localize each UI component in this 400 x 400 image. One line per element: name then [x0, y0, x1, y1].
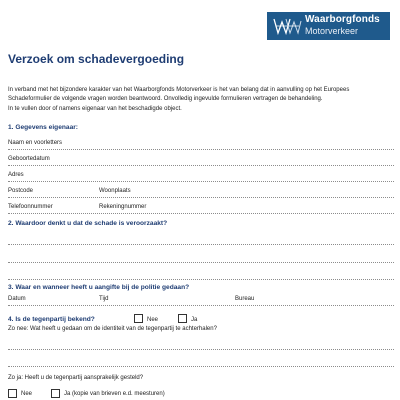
liable-no-label: Nee [21, 391, 33, 397]
party-known-no-label: Nee [147, 317, 159, 323]
party-known-yes-label: Ja [191, 317, 198, 323]
date-label: Datum [8, 296, 26, 302]
logo-name: Waarborgfonds [305, 14, 380, 25]
liable-yes-checkbox[interactable] [51, 389, 60, 398]
page-title: Verzoek om schadevergoeding [8, 52, 185, 66]
police-report-field[interactable] [8, 294, 394, 306]
time-label: Tijd [99, 296, 109, 302]
birthdate-label: Geboortedatum [8, 156, 50, 162]
identity-answer-line[interactable] [8, 349, 394, 350]
logo-subname: Motorverkeer [305, 26, 359, 36]
intro-line: In verband met het bijzondere karakter van het Waarborgfonds Motorverkeer is het van belang dat in aanvulling op het Europees [8, 87, 350, 93]
intro-line: Schadeformulier de volgende vragen worden beantwoord. Onvolledig ingevulde formulieren vertragen de behandeling. [8, 96, 323, 103]
identity-answer-line[interactable] [8, 366, 394, 367]
postcode-label: Postcode [8, 188, 34, 194]
address-label: Adres [8, 172, 24, 178]
liable-no-checkbox[interactable] [8, 389, 17, 398]
section-4-heading: 4. Is de tegenpartij bekend? [8, 316, 95, 323]
logo [267, 12, 390, 40]
intro-text [8, 86, 394, 114]
section-2-heading: 2. Waardoor denkt u dat de schade is veroorzaakt? [8, 220, 168, 227]
name-label: Naam en voorletters [8, 140, 63, 146]
party-known-no-checkbox[interactable] [134, 314, 143, 323]
liable-yes-label: Ja (kopie van brieven e.d. meesturen) [64, 391, 165, 397]
if-yes-question: Zo ja: Heeft u de tegenpartij aansprakelijk gesteld? [8, 375, 144, 381]
city-label: Woonplaats [99, 188, 131, 194]
if-no-question: Zo nee: Wat heeft u gedaan om de identiteit van de tegenpartij te achterhalen? [8, 326, 217, 332]
section-3-heading: 3. Waar en wanneer heeft u aangifte bij de politie gedaan? [8, 284, 190, 291]
birthdate-field[interactable] [8, 154, 394, 166]
party-known-yes-checkbox[interactable] [178, 314, 187, 323]
cause-answer-line[interactable] [8, 262, 394, 263]
intro-line: In te vullen door of namens eigenaar van het beschadigde object. [8, 105, 182, 112]
bureau-label: Bureau [235, 296, 255, 302]
phone-label: Telefoonnummer [8, 204, 53, 210]
cause-answer-line[interactable] [8, 244, 394, 245]
section-1-heading: 1. Gegevens eigenaar: [8, 124, 79, 131]
postcode-city-field[interactable] [8, 186, 394, 198]
phone-account-field[interactable] [8, 202, 394, 214]
logo-mark-icon [272, 16, 302, 36]
account-label: Rekeningnummer [99, 204, 147, 210]
address-field[interactable] [8, 170, 394, 182]
name-field[interactable] [8, 138, 394, 150]
cause-answer-line[interactable] [8, 279, 394, 280]
